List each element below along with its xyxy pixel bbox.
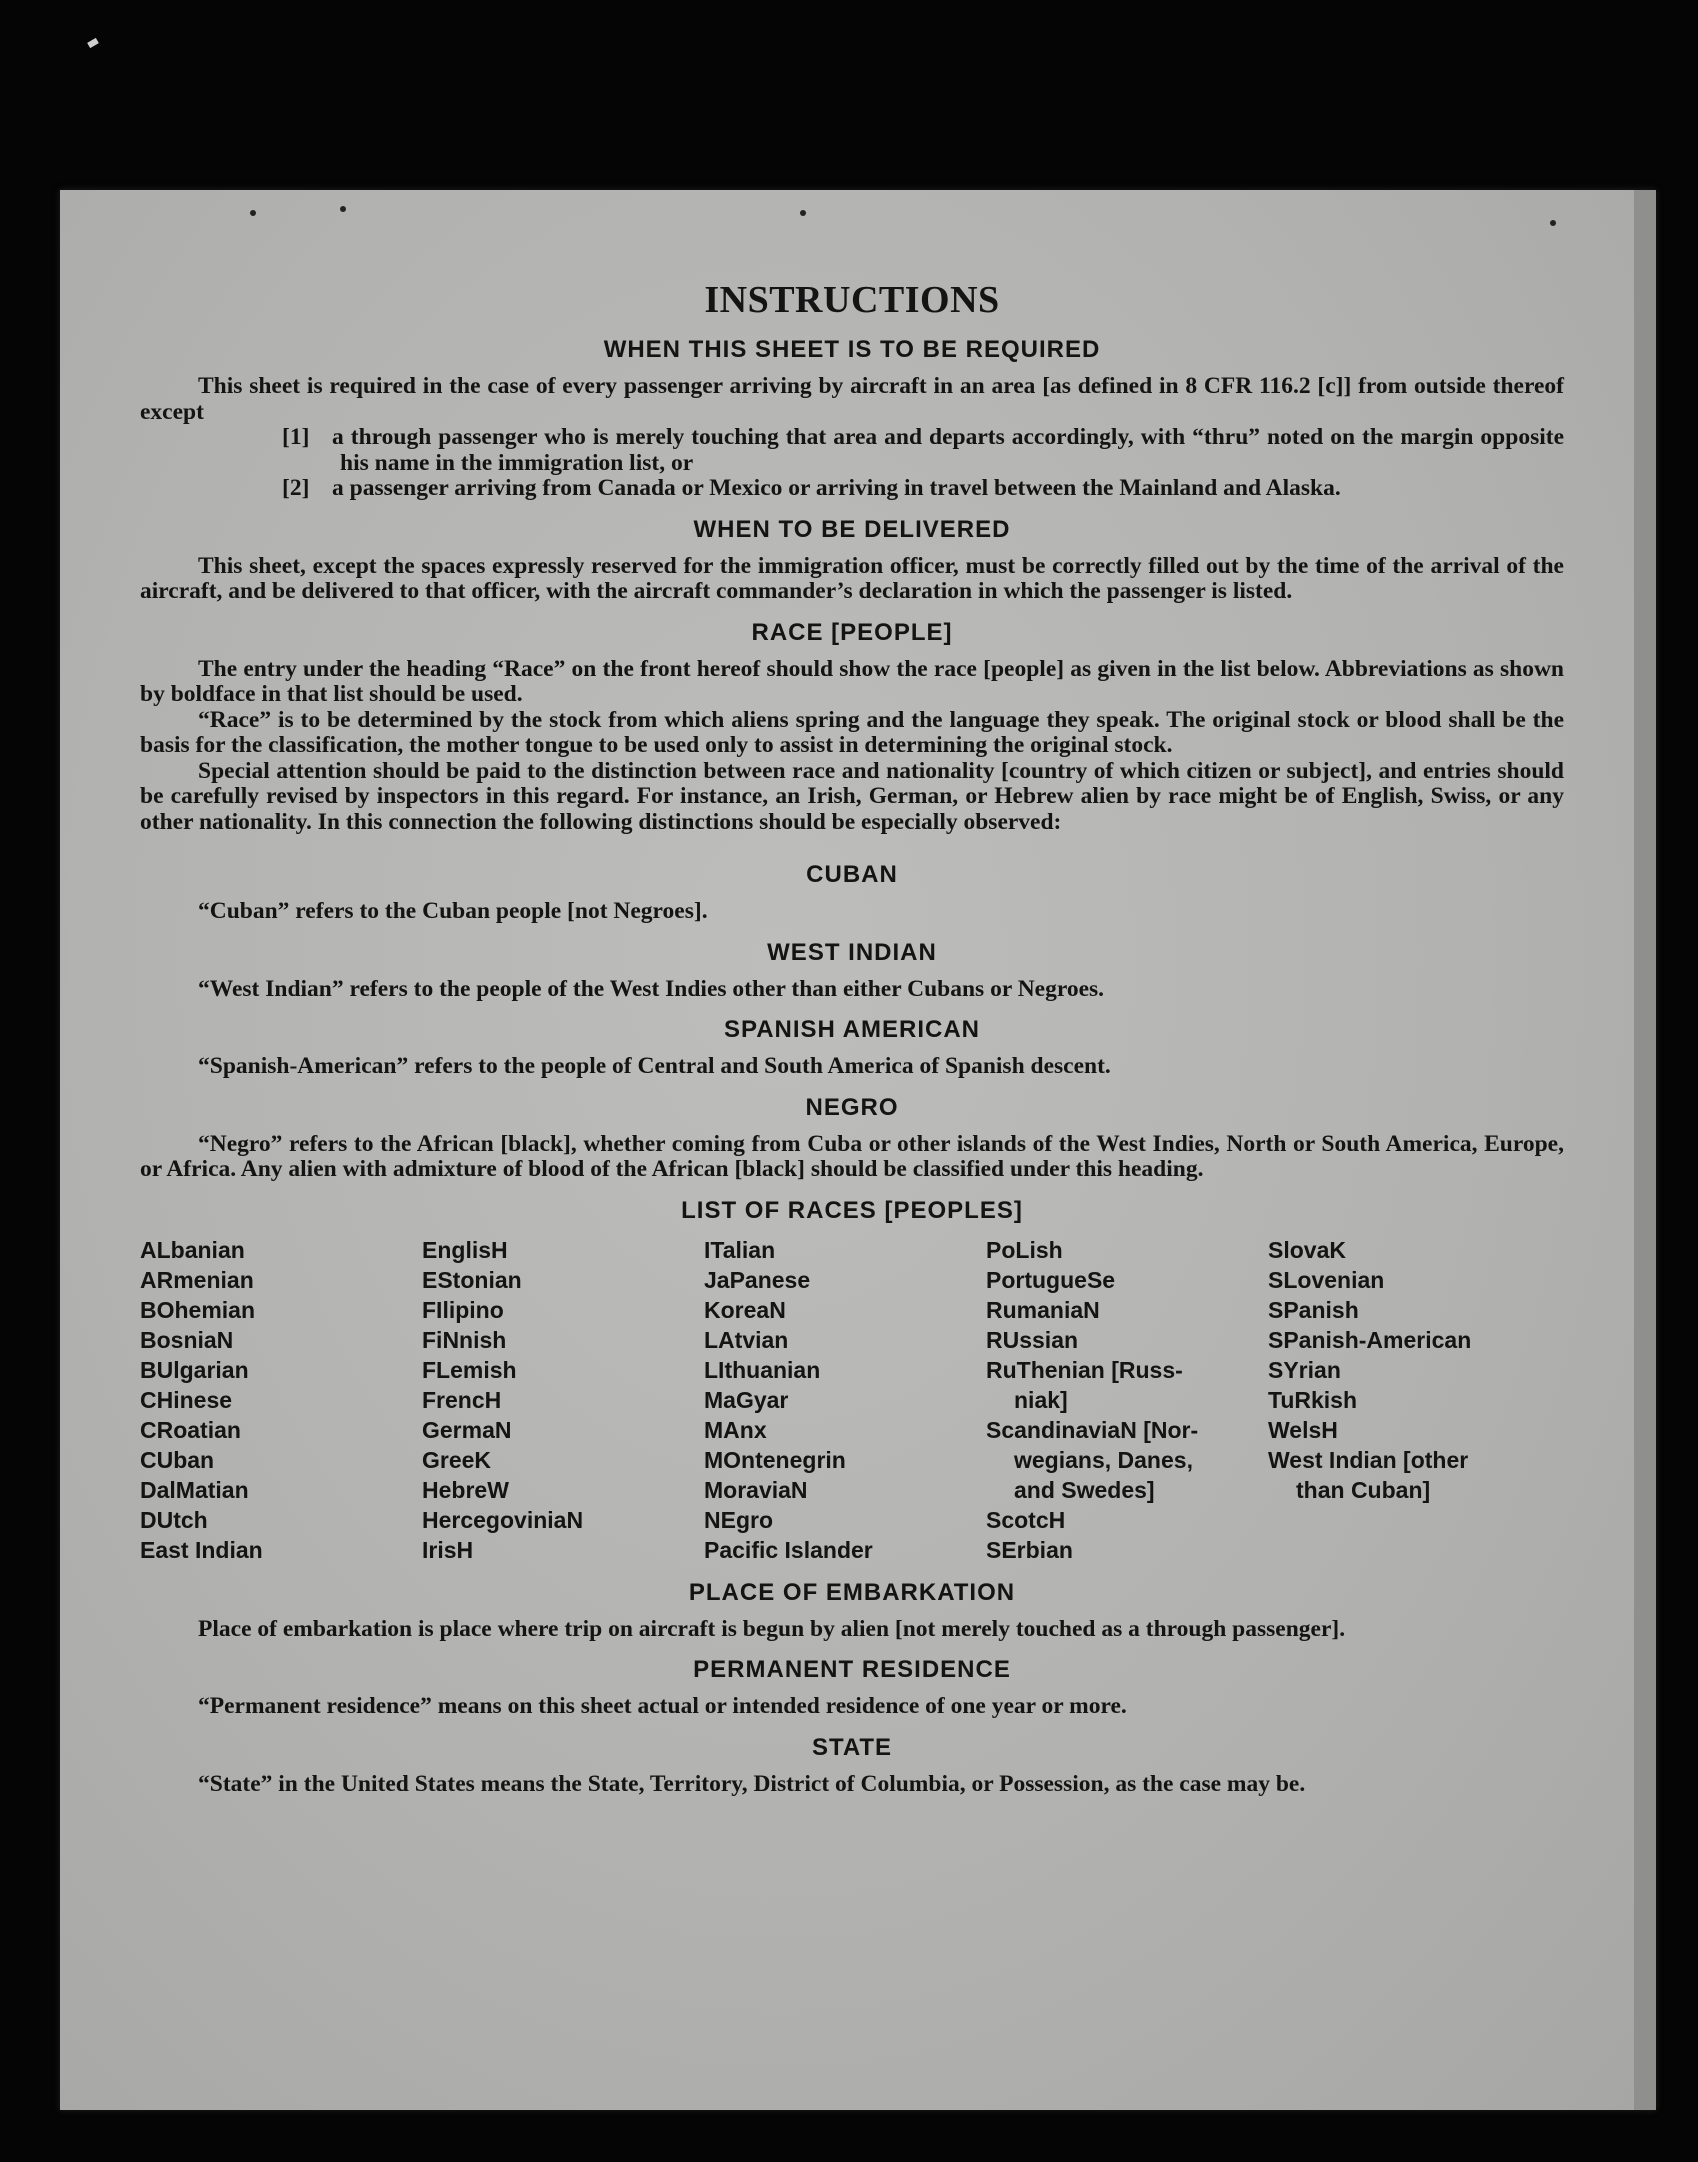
sheet-content	[140, 278, 1564, 1797]
race-entry-continuation: and Swedes]	[1014, 1476, 1155, 1503]
race-entry-continuation: than Cuban]	[1296, 1476, 1431, 1503]
when-required-intro: This sheet is required in the case of every passenger arriving by aircraft in an area [as defined in 8 CFR 116.2 [c]] from outside thereof except	[140, 373, 1564, 425]
race-entry: BUlgarian	[140, 1356, 249, 1383]
race-entry: CHinese	[140, 1386, 233, 1413]
scan-speck	[87, 38, 99, 48]
race-entry: East Indian	[140, 1536, 263, 1563]
heading-cuban: CUBAN	[806, 861, 898, 888]
heading-negro: NEGRO	[805, 1093, 899, 1121]
race-entry: PoLish	[986, 1236, 1063, 1263]
race-entry: FiNnish	[422, 1326, 507, 1353]
race-column	[140, 1235, 422, 1565]
race-paragraph-3: Special attention should be paid to the distinction between race and nationality [country of which citizen or subject], and entries should be carefully revised by inspectors in this regard. For instance, an Irish, German, or Hebrew alien by race might be of English, Swiss, or any other nationality. In this connection the following distinctions should be especially observed:	[140, 757, 1564, 835]
heading-when-delivered: WHEN TO BE DELIVERED	[693, 515, 1011, 543]
exception-number-1: [1]	[282, 424, 310, 450]
race-entry: SYrian	[1268, 1356, 1341, 1383]
scan-dot	[800, 210, 806, 216]
race-entry: BosniaN	[140, 1326, 234, 1353]
page-title: INSTRUCTIONS	[704, 279, 1000, 321]
race-entry: SlovaK	[1268, 1236, 1346, 1263]
race-entry: JaPanese	[704, 1266, 811, 1293]
race-entry: West Indian [other	[1268, 1446, 1469, 1473]
race-entry: MaGyar	[704, 1386, 789, 1413]
race-entry-continuation: wegians, Danes,	[1014, 1446, 1193, 1473]
instruction-sheet	[60, 190, 1656, 2110]
race-entry: Pacific Islander	[704, 1536, 873, 1563]
race-entry: FrencH	[422, 1386, 502, 1413]
exception-text-1: a through passenger who is merely touching that area and departs accordingly, with “thru” noted on the margin opposite his name in the immigration list, or	[332, 424, 1564, 476]
permanent-residence-text: “Permanent residence” means on this sheet actual or intended residence of one year or more.	[198, 1693, 1127, 1719]
race-entry: ScandinaviaN [Nor-	[986, 1416, 1199, 1443]
negro-text: “Negro” refers to the African [black], whether coming from Cuba or other islands of the West Indies, North or South America, Europe, or Africa. Any alien with admixture of blood of the African [black] should be classified under this heading.	[140, 1130, 1564, 1182]
race-entry: DalMatian	[140, 1476, 249, 1503]
heading-embarkation: PLACE OF EMBARKATION	[688, 1578, 1016, 1606]
race-entry: ScotcH	[986, 1506, 1066, 1533]
race-entry: EStonian	[422, 1266, 522, 1293]
race-entry: LAtvian	[704, 1326, 789, 1353]
race-entry: FLemish	[422, 1356, 517, 1383]
race-entry: RuThenian [Russ-	[986, 1356, 1183, 1383]
race-entry: FIlipino	[422, 1296, 504, 1323]
heading-race: RACE [PEOPLE]	[751, 618, 953, 646]
race-entry: MoraviaN	[704, 1476, 808, 1503]
race-paragraph-2: “Race” is to be determined by the stock from which aliens spring and the language they speak. The original stock or blood shall be the basis for the classification, the mother tongue to be used only to assist in determining the original stock.	[140, 706, 1564, 758]
race-entry: CUban	[140, 1446, 215, 1473]
race-entry: GreeK	[422, 1446, 492, 1473]
race-entry: PortugueSe	[986, 1266, 1116, 1293]
heading-when-required: WHEN THIS SHEET IS TO BE REQUIRED	[603, 336, 1101, 363]
race-entry: DUtch	[140, 1506, 208, 1533]
race-column	[986, 1235, 1268, 1565]
scan-dot	[340, 206, 346, 212]
west-indian-text: “West Indian” refers to the people of the West Indies other than either Cubans or Negroes.	[198, 975, 1105, 1002]
heading-list-of-races: LIST OF RACES [PEOPLES]	[681, 1196, 1023, 1224]
race-entry: MAnx	[704, 1416, 767, 1443]
race-entry: SPanish-American	[1268, 1326, 1472, 1353]
heading-spanish-american: SPANISH AMERICAN	[723, 1016, 980, 1043]
embarkation-text: Place of embarkation is place where trip on aircraft is begun by alien [not merely touched as a through passenger].	[198, 1615, 1346, 1642]
state-text: “State” in the United States means the State, Territory, District of Columbia, or Possession, as the case may be.	[198, 1770, 1306, 1797]
race-entry: GermaN	[422, 1416, 512, 1443]
race-entry: HercegoviniaN	[422, 1506, 584, 1533]
scan-dot	[250, 210, 256, 216]
race-entry: ITalian	[704, 1236, 776, 1263]
race-paragraph-1: The entry under the heading “Race” on the front hereof should show the race [people] as given in the list below. Abbreviations as shown by boldface in that list should be used.	[140, 655, 1564, 707]
race-entry: SErbian	[986, 1536, 1073, 1563]
race-entry: SLovenian	[1268, 1266, 1385, 1293]
exception-number-2: [2]	[282, 475, 310, 501]
cuban-text: “Cuban” refers to the Cuban people [not Negroes].	[198, 898, 708, 924]
exception-item-2	[140, 476, 1564, 502]
race-entry: TuRkish	[1268, 1386, 1358, 1413]
spanish-american-text: “Spanish-American” refers to the people of Central and South America of Spanish descent.	[198, 1053, 1111, 1079]
race-entry: RUssian	[986, 1326, 1079, 1353]
race-entry: ARmenian	[140, 1266, 254, 1293]
race-entry: CRoatian	[140, 1416, 241, 1443]
race-column	[422, 1235, 704, 1565]
race-list	[140, 1235, 1564, 1565]
race-entry: NEgro	[704, 1506, 773, 1533]
race-entry: LIthuanian	[704, 1356, 821, 1383]
scan-dot	[1550, 220, 1556, 226]
race-column	[704, 1235, 986, 1565]
race-entry: BOhemian	[140, 1296, 256, 1323]
race-entry: SPanish	[1268, 1296, 1359, 1323]
exception-text-2: a passenger arriving from Canada or Mexico or arriving in travel between the Mainland and Alaska.	[332, 475, 1341, 501]
race-entry: WelsH	[1268, 1416, 1338, 1443]
race-entry: IrisH	[422, 1536, 474, 1563]
race-entry: HebreW	[422, 1476, 509, 1503]
heading-state: STATE	[811, 1733, 893, 1761]
sheet-edge	[1634, 190, 1656, 2110]
race-entry: RumaniaN	[986, 1296, 1100, 1323]
race-column	[1268, 1235, 1550, 1565]
exception-item-1	[140, 425, 1564, 476]
when-delivered-text: This sheet, except the spaces expressly reserved for the immigration officer, must be correctly filled out by the time of the arrival of the aircraft, and be delivered to that officer, with the aircraft commander’s declaration in which the passenger is listed.	[140, 552, 1564, 604]
heading-permanent-residence: PERMANENT RESIDENCE	[693, 1656, 1011, 1683]
race-entry: KoreaN	[704, 1296, 786, 1323]
race-entry: MOntenegrin	[704, 1446, 846, 1473]
race-entry: EnglisH	[422, 1236, 508, 1263]
race-entry-continuation: niak]	[1014, 1386, 1068, 1413]
heading-west-indian: WEST INDIAN	[767, 938, 937, 966]
race-entry: ALbanian	[140, 1236, 245, 1263]
